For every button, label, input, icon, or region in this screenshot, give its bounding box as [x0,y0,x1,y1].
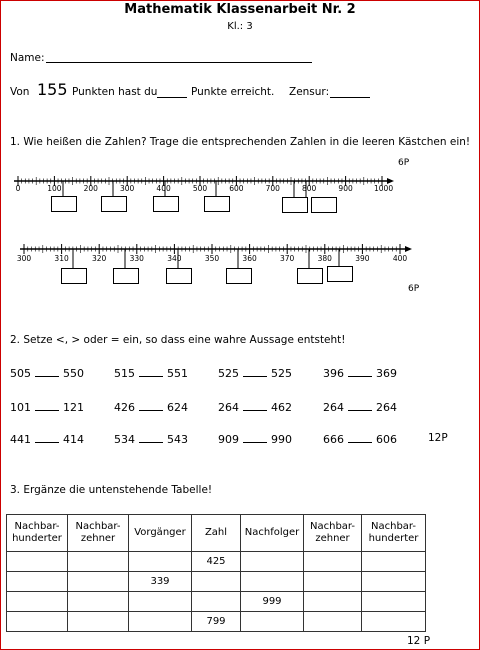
left-number: 515 [114,367,135,380]
comparison-blank[interactable] [139,366,163,377]
table-header: Nachfolger [241,515,304,552]
task2-question: 2. Setze <, > oder = ein, so dass eine wahre Aussage entsteht! [10,334,346,346]
tick-label: 300 [120,184,135,193]
tick-label: 900 [338,184,353,193]
comparison-item [323,432,397,446]
table-cell-empty[interactable] [362,572,426,592]
tick-label: 370 [280,254,295,263]
table-cell-empty[interactable] [68,552,129,572]
tick-label: 400 [392,254,408,263]
table-cell-empty[interactable] [7,592,68,612]
answer-box[interactable] [113,268,139,284]
class-label: Kl.: 3 [227,21,253,32]
left-number: 426 [114,401,135,414]
table-cell-empty[interactable] [7,572,68,592]
answer-box[interactable] [166,268,192,284]
tick-label: 0 [15,184,21,193]
table-cell-empty[interactable] [192,592,241,612]
left-number: 505 [10,367,31,380]
answer-box[interactable] [226,268,252,284]
table-cell-empty[interactable] [7,552,68,572]
left-number: 264 [323,401,344,414]
table-cell-empty[interactable] [304,572,362,592]
table-header: Zahl [192,515,241,552]
comparison-blank[interactable] [139,432,163,443]
table-cell-empty[interactable] [304,592,362,612]
tick-label: 380 [317,254,332,263]
task3-points: 12 P [407,635,431,647]
left-number: 264 [218,401,239,414]
comparison-item [10,432,84,446]
table-cell-value: 799 [192,612,241,632]
table-cell-empty[interactable] [362,552,426,572]
right-number: 121 [63,401,84,414]
comparison-blank[interactable] [348,432,372,443]
von-label: Von [10,86,30,98]
table-cell-empty[interactable] [304,612,362,632]
comparison-item [218,366,292,380]
tick-label: 340 [167,254,182,263]
comparison-blank[interactable] [35,432,59,443]
table-header: Vorgänger [129,515,192,552]
comparison-blank[interactable] [243,400,267,411]
reached-label: Punkte erreicht. [191,86,275,98]
answer-box[interactable] [61,268,87,284]
right-number: 543 [167,433,188,446]
answer-box[interactable] [297,268,323,284]
tick-label: 100 [47,184,62,193]
left-number: 396 [323,367,344,380]
table-cell-empty[interactable] [129,612,192,632]
table-row [7,592,426,612]
left-number: 909 [218,433,239,446]
comparison-item [114,432,188,446]
answer-box[interactable] [204,196,230,212]
comparison-blank[interactable] [348,366,372,377]
comparison-blank[interactable] [139,400,163,411]
tick-label: 330 [129,254,144,263]
number-table [6,514,426,632]
tick-label: 1000 [374,184,394,193]
table-cell-empty[interactable] [362,612,426,632]
table-cell-value: 339 [129,572,192,592]
table-cell-empty[interactable] [362,592,426,612]
tick-label: 600 [229,184,244,193]
table-cell-empty[interactable] [68,612,129,632]
right-number: 990 [271,433,292,446]
right-number: 551 [167,367,188,380]
table-header: Nachbar- zehner [304,515,362,552]
points-total: 155 [37,80,68,99]
left-number: 525 [218,367,239,380]
table-cell-empty[interactable] [68,572,129,592]
name-label: Name: [10,52,45,64]
answer-box[interactable] [311,197,337,213]
comparison-item [10,366,84,380]
table-cell-empty[interactable] [129,592,192,612]
comparison-blank[interactable] [35,400,59,411]
left-number: 534 [114,433,135,446]
task1-question: 1. Wie heißen die Zahlen? Trage die entsprechenden Zahlen in die leeren Kästchen ein! [10,136,471,148]
tick-label: 500 [192,184,208,193]
tick-label: 700 [265,184,280,193]
left-number: 441 [10,433,31,446]
table-cell-empty[interactable] [192,572,241,592]
answer-box[interactable] [153,196,179,212]
table-row [7,572,426,592]
task1-points-a: 6P [398,158,410,168]
table-cell-empty[interactable] [68,592,129,612]
right-number: 606 [376,433,397,446]
tick-label: 300 [16,254,32,263]
task2-points: 12P [428,432,448,444]
comparison-item [218,400,292,414]
grade-label: Zensur: [289,86,330,98]
comparison-item [323,366,397,380]
table-row [7,552,426,572]
right-number: 414 [63,433,84,446]
tick-label: 200 [83,184,98,193]
comparison-blank[interactable] [348,400,372,411]
comparison-blank[interactable] [243,366,267,377]
tick-label: 390 [355,254,370,263]
answer-box[interactable] [327,266,353,282]
comparison-blank[interactable] [243,432,267,443]
task1-points-b: 6P [408,284,420,294]
tick-label: 360 [242,254,257,263]
comparison-item [218,432,292,446]
left-number: 666 [323,433,344,446]
table-cell-empty[interactable] [129,552,192,572]
tick-label: 310 [54,254,69,263]
points-text: Punkten hast du [72,86,158,98]
table-header: Nachbar- hunderter [362,515,426,552]
table-cell-value: 999 [241,592,304,612]
answer-box[interactable] [51,196,77,212]
tick-label: 400 [156,184,171,193]
comparison-item [114,400,188,414]
tick-label: 320 [92,254,107,263]
table-row [7,612,426,632]
table-cell-empty[interactable] [7,612,68,632]
task3-question: 3. Ergänze die untenstehende Tabelle! [10,484,213,496]
table-cell-value: 425 [192,552,241,572]
comparison-item [10,400,84,414]
table-cell-empty[interactable] [304,552,362,572]
comparison-blank[interactable] [35,366,59,377]
answer-box[interactable] [101,196,127,212]
left-number: 101 [10,401,31,414]
right-number: 462 [271,401,292,414]
table-header: Nachbar- hunderter [7,515,68,552]
table-cell-empty[interactable] [241,552,304,572]
right-number: 624 [167,401,188,414]
table-cell-empty[interactable] [241,572,304,592]
table-cell-empty[interactable] [241,612,304,632]
page-title: Mathematik Klassenarbeit Nr. 2 [124,2,356,17]
comparison-item [323,400,397,414]
right-number: 369 [376,367,397,380]
right-number: 525 [271,367,292,380]
tick-label: 800 [302,184,317,193]
right-number: 550 [63,367,84,380]
tick-label: 350 [204,254,220,263]
table-header: Nachbar- zehner [68,515,129,552]
comparison-item [114,366,188,380]
right-number: 264 [376,401,397,414]
answer-box[interactable] [282,197,308,213]
